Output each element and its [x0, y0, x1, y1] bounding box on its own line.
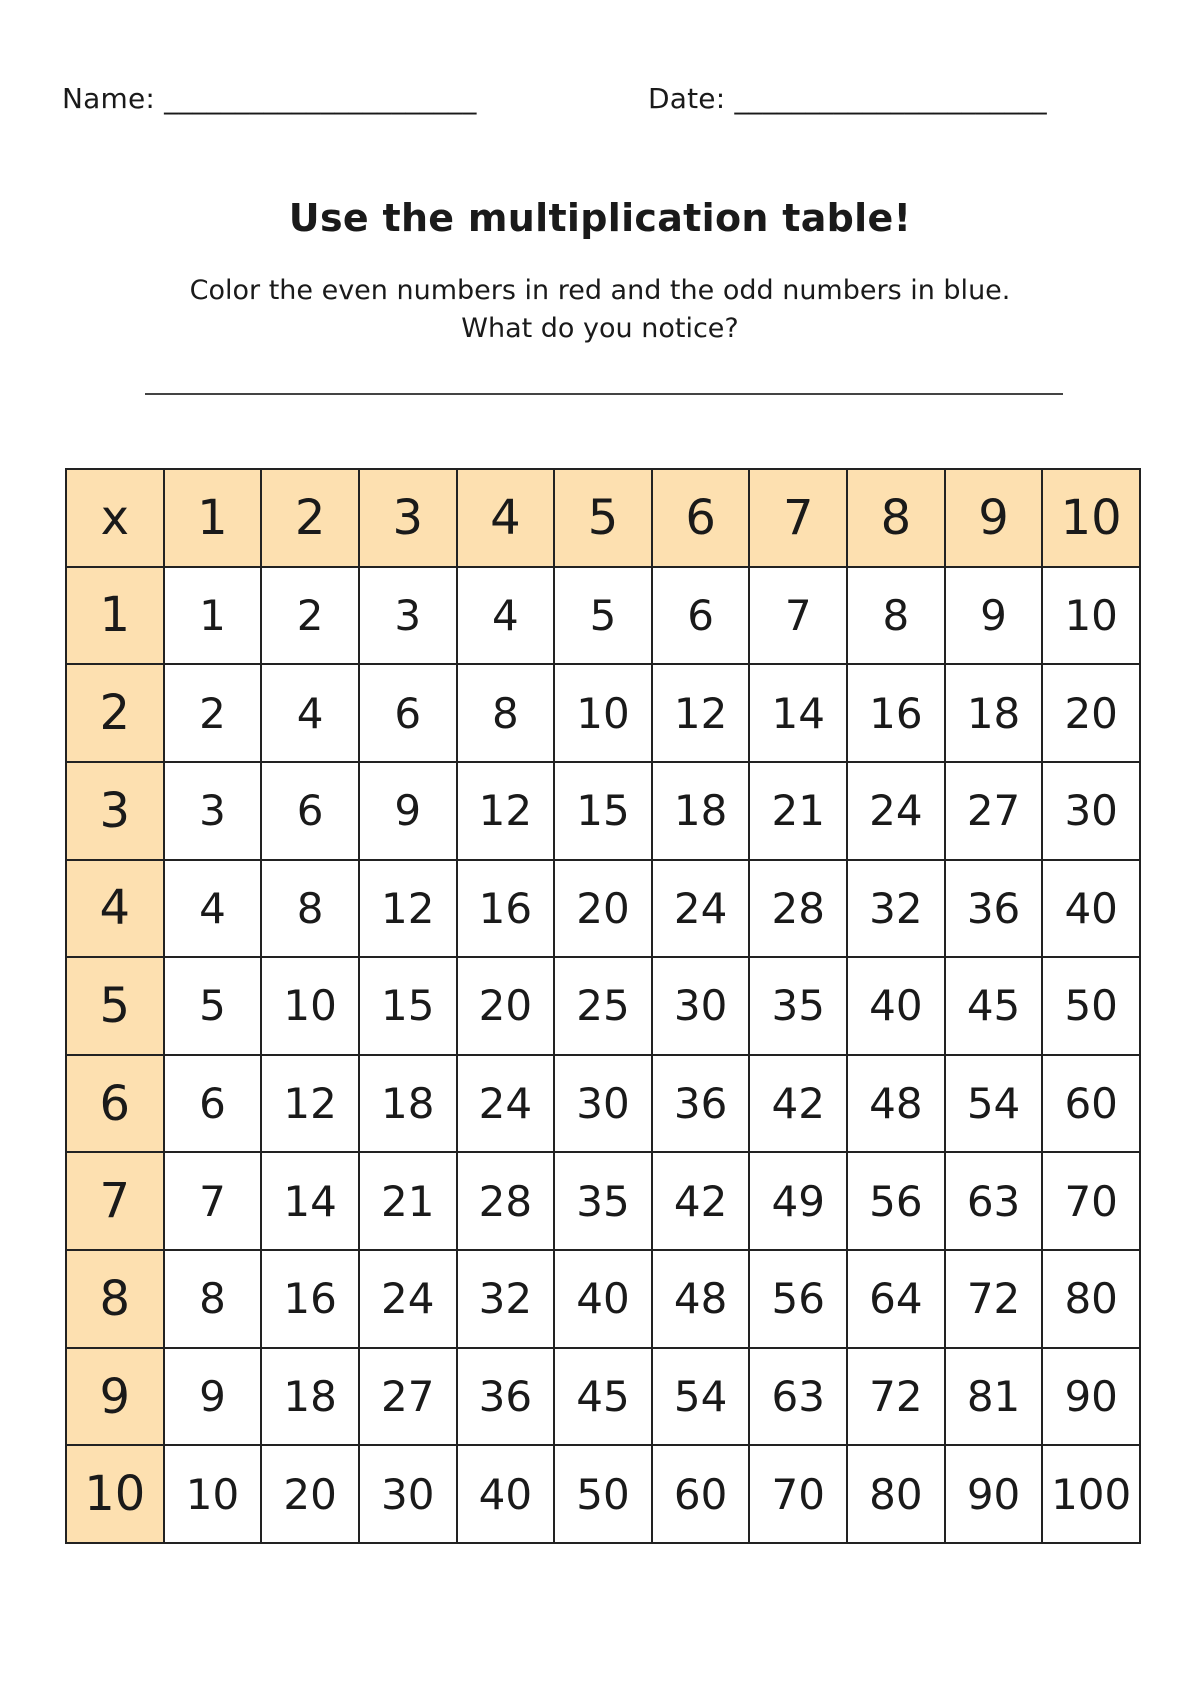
table-cell: 8: [262, 861, 360, 959]
table-cell: 90: [1043, 1349, 1141, 1447]
table-cell: 7: [750, 568, 848, 666]
table-cell: 80: [848, 1446, 946, 1544]
table-cell: 32: [458, 1251, 556, 1349]
table-cell: 54: [946, 1056, 1044, 1154]
table-cell: 16: [458, 861, 556, 959]
column-header: 1: [165, 470, 263, 568]
table-cell: 36: [653, 1056, 751, 1154]
table-cell: 30: [1043, 763, 1141, 861]
column-header: 6: [653, 470, 751, 568]
table-cell: 14: [750, 665, 848, 763]
table-cell: 63: [750, 1349, 848, 1447]
table-cell: 35: [750, 958, 848, 1056]
table-corner: x: [67, 470, 165, 568]
worksheet-title: Use the multiplication table!: [288, 196, 912, 240]
table-cell: 60: [1043, 1056, 1141, 1154]
row-header: 6: [67, 1056, 165, 1154]
table-cell: 2: [165, 665, 263, 763]
table-cell: 25: [555, 958, 653, 1056]
table-cell: 42: [653, 1153, 751, 1251]
table-cell: 10: [165, 1446, 263, 1544]
table-cell: 90: [946, 1446, 1044, 1544]
instruction-line-2: What do you notice?: [461, 313, 739, 344]
table-cell: 15: [360, 958, 458, 1056]
table-cell: 18: [653, 763, 751, 861]
table-cell: 54: [653, 1349, 751, 1447]
table-cell: 12: [458, 763, 556, 861]
table-cell: 27: [360, 1349, 458, 1447]
answer-line[interactable]: [145, 393, 1063, 395]
table-cell: 50: [1043, 958, 1141, 1056]
table-cell: 2: [262, 568, 360, 666]
table-cell: 72: [848, 1349, 946, 1447]
table-cell: 14: [262, 1153, 360, 1251]
table-cell: 40: [848, 958, 946, 1056]
row-header: 7: [67, 1153, 165, 1251]
table-cell: 6: [262, 763, 360, 861]
table-cell: 12: [360, 861, 458, 959]
column-header: 10: [1043, 470, 1141, 568]
table-cell: 40: [1043, 861, 1141, 959]
table-cell: 40: [555, 1251, 653, 1349]
instructions: [0, 272, 1200, 348]
table-cell: 35: [555, 1153, 653, 1251]
row-header: 3: [67, 763, 165, 861]
table-cell: 16: [848, 665, 946, 763]
table-cell: 36: [946, 861, 1044, 959]
table-cell: 12: [653, 665, 751, 763]
table-cell: 5: [555, 568, 653, 666]
table-cell: 24: [458, 1056, 556, 1154]
table-cell: 6: [360, 665, 458, 763]
table-cell: 9: [360, 763, 458, 861]
table-cell: 20: [262, 1446, 360, 1544]
table-cell: 5: [165, 958, 263, 1056]
table-cell: 49: [750, 1153, 848, 1251]
column-header: 3: [360, 470, 458, 568]
table-cell: 8: [848, 568, 946, 666]
table-cell: 3: [165, 763, 263, 861]
table-cell: 30: [653, 958, 751, 1056]
table-cell: 4: [458, 568, 556, 666]
table-cell: 10: [555, 665, 653, 763]
table-cell: 16: [262, 1251, 360, 1349]
table-cell: 63: [946, 1153, 1044, 1251]
table-cell: 20: [1043, 665, 1141, 763]
multiplication-table: [65, 468, 1141, 1544]
table-cell: 100: [1043, 1446, 1141, 1544]
row-header: 10: [67, 1446, 165, 1544]
table-cell: 8: [165, 1251, 263, 1349]
column-header: 2: [262, 470, 360, 568]
table-cell: 30: [555, 1056, 653, 1154]
table-cell: 12: [262, 1056, 360, 1154]
table-cell: 10: [262, 958, 360, 1056]
column-header: 5: [555, 470, 653, 568]
table-cell: 81: [946, 1349, 1044, 1447]
row-header: 8: [67, 1251, 165, 1349]
table-cell: 15: [555, 763, 653, 861]
table-cell: 7: [165, 1153, 263, 1251]
column-header: 9: [946, 470, 1044, 568]
name-field-line[interactable]: Name: ______________________: [62, 82, 477, 115]
table-cell: 42: [750, 1056, 848, 1154]
column-header: 8: [848, 470, 946, 568]
table-cell: 70: [750, 1446, 848, 1544]
table-cell: 48: [653, 1251, 751, 1349]
table-cell: 18: [946, 665, 1044, 763]
table-cell: 50: [555, 1446, 653, 1544]
table-cell: 24: [653, 861, 751, 959]
table-cell: 24: [360, 1251, 458, 1349]
table-cell: 6: [165, 1056, 263, 1154]
table-cell: 60: [653, 1446, 751, 1544]
table-cell: 4: [165, 861, 263, 959]
table-cell: 21: [750, 763, 848, 861]
instruction-line-1: Color the even numbers in red and the odd numbers in blue.: [189, 275, 1011, 306]
table-cell: 9: [946, 568, 1044, 666]
table-cell: 1: [165, 568, 263, 666]
table-cell: 3: [360, 568, 458, 666]
table-cell: 9: [165, 1349, 263, 1447]
table-cell: 32: [848, 861, 946, 959]
table-cell: 6: [653, 568, 751, 666]
table-cell: 10: [1043, 568, 1141, 666]
table-cell: 18: [360, 1056, 458, 1154]
column-header: 4: [458, 470, 556, 568]
table-cell: 36: [458, 1349, 556, 1447]
table-cell: 64: [848, 1251, 946, 1349]
table-cell: 20: [555, 861, 653, 959]
column-header: 7: [750, 470, 848, 568]
table-cell: 48: [848, 1056, 946, 1154]
table-cell: 72: [946, 1251, 1044, 1349]
table-cell: 4: [262, 665, 360, 763]
table-cell: 8: [458, 665, 556, 763]
row-header: 4: [67, 861, 165, 959]
date-field-line[interactable]: Date: ______________________: [648, 82, 1047, 115]
table-cell: 45: [946, 958, 1044, 1056]
table-cell: 45: [555, 1349, 653, 1447]
table-cell: 28: [458, 1153, 556, 1251]
row-header: 1: [67, 568, 165, 666]
table-cell: 28: [750, 861, 848, 959]
table-cell: 80: [1043, 1251, 1141, 1349]
table-cell: 24: [848, 763, 946, 861]
row-header: 5: [67, 958, 165, 1056]
table-cell: 56: [848, 1153, 946, 1251]
row-header: 9: [67, 1349, 165, 1447]
table-cell: 56: [750, 1251, 848, 1349]
table-cell: 30: [360, 1446, 458, 1544]
table-cell: 20: [458, 958, 556, 1056]
table-cell: 18: [262, 1349, 360, 1447]
table-cell: 40: [458, 1446, 556, 1544]
table-cell: 21: [360, 1153, 458, 1251]
table-cell: 27: [946, 763, 1044, 861]
table-cell: 70: [1043, 1153, 1141, 1251]
row-header: 2: [67, 665, 165, 763]
